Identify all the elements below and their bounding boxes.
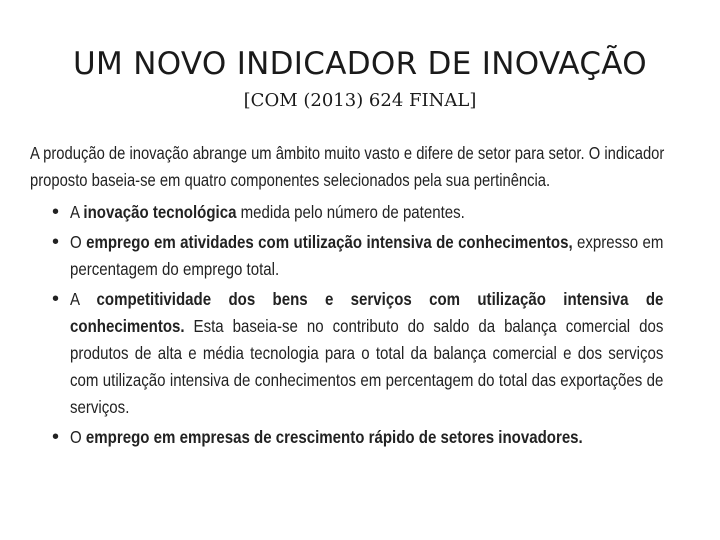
intro-paragraph: A produção de inovação abrange um âmbito muito vasto e difere de setor para setor. O indicador proposto baseia-se em quatro componentes selecionados pela sua pertinência. [30, 143, 665, 190]
bullet-bold-text: inovação tecnológica [83, 202, 237, 222]
bullet-text [70, 286, 663, 421]
bullet-prefix: O [70, 427, 86, 447]
slide-body [30, 140, 665, 454]
bullet-marker: • [52, 288, 60, 310]
bullet-text [70, 424, 663, 451]
bullet-marker: • [52, 201, 60, 223]
slide-subtitle: [COM (2013) 624 FINAL] [243, 90, 477, 111]
bullet-prefix: A [70, 202, 84, 222]
slide-title: UM NOVO INDICADOR DE INOVAÇÃO [73, 46, 647, 82]
bullet-bold-text: emprego em atividades com utilização intensiva de conhecimentos, [86, 232, 573, 252]
bullet-bold-text: emprego em empresas de crescimento rápido de setores inovadores. [85, 427, 583, 447]
bullet-rest-text: expresso em percentagem do emprego total. [70, 232, 664, 279]
bullet-text [70, 199, 663, 226]
bullet-item [30, 424, 662, 451]
bullet-text [70, 229, 663, 283]
bullet-item [30, 286, 662, 421]
bullet-prefix: A [70, 289, 97, 309]
bullet-marker: • [52, 426, 60, 448]
bullet-rest-text: medida pelo número de patentes. [236, 202, 465, 222]
bullet-rest-text: Esta baseia-se no contributo do saldo da balança comercial dos produtos de alta e média tecnologia para o total da balança comercial e dos serviços com utilização intensiva de conhecimentos em percentagem do total das exportações de serviços. [70, 316, 664, 417]
bullet-marker: • [52, 231, 60, 253]
bullet-item [30, 229, 662, 283]
bullet-list [30, 199, 662, 451]
bullet-prefix: O [70, 232, 87, 252]
bullet-item [30, 199, 662, 226]
bullet-bold-text: competitividade dos bens e serviços com utilização intensiva de conhecimentos. [70, 289, 664, 336]
